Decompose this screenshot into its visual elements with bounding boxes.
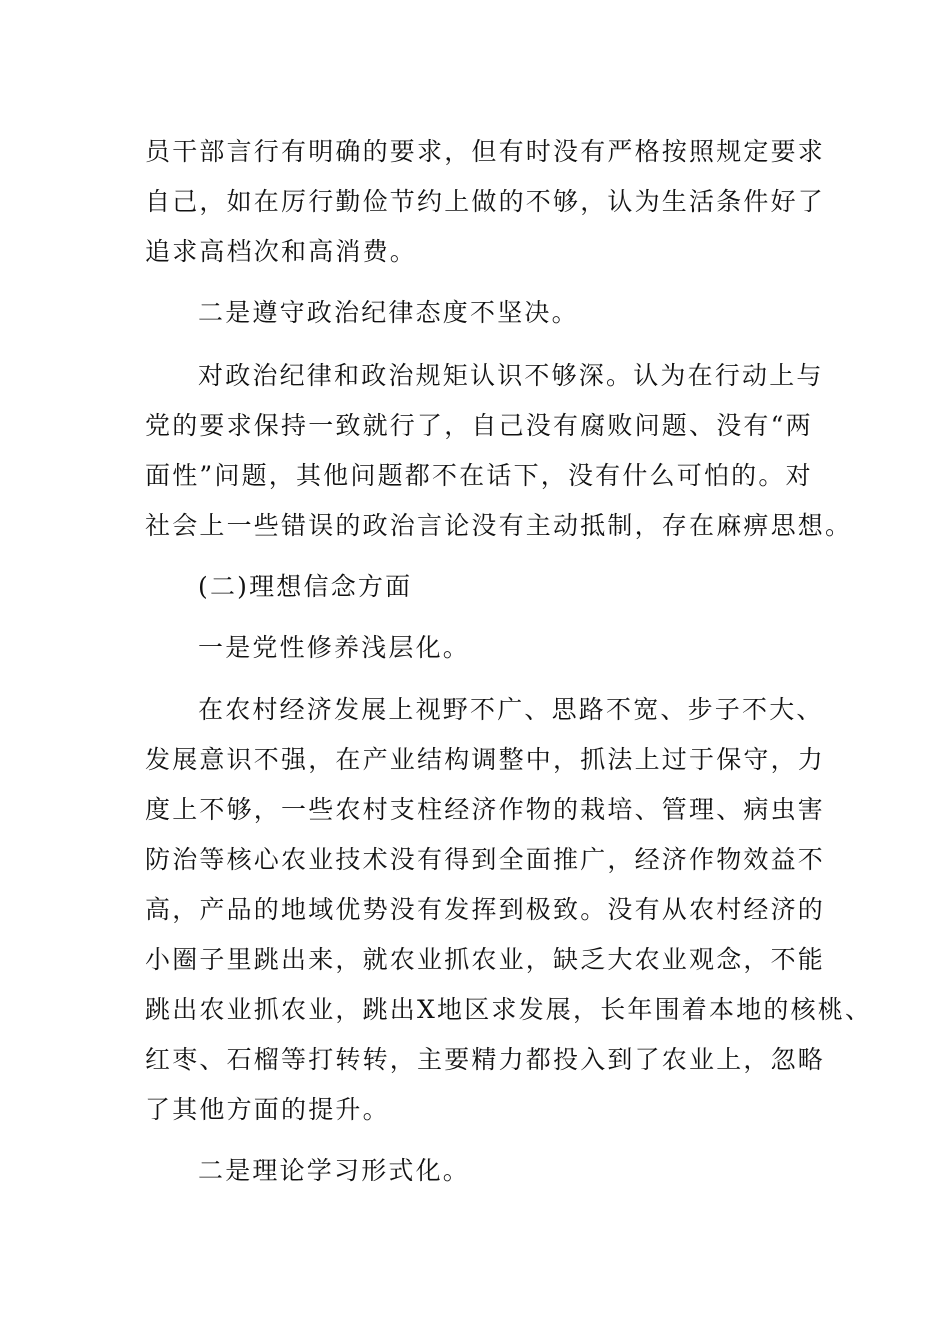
text-line: 高，产品的地域优势没有发挥到极致。没有从农村经济的 bbox=[145, 895, 826, 924]
section-heading: (二)理想信念方面 bbox=[198, 572, 413, 601]
text-line: 党的要求保持一致就行了，自己没有腐败问题、没有“两 bbox=[145, 411, 813, 440]
text-line: 红枣、石榴等打转转，主要精力都投入到了农业上，忽略 bbox=[145, 1045, 826, 1074]
section-heading: 二是遵守政治纪律态度不坚决。 bbox=[198, 298, 579, 327]
text-line: 自己，如在厉行勤俭节约上做的不够，认为生活条件好了 bbox=[145, 187, 826, 216]
text-line: 度上不够，一些农村支柱经济作物的栽培、管理、病虫害 bbox=[145, 795, 826, 824]
text-line: 小圈子里跳出来，就农业抓农业，缺乏大农业观念，不能 bbox=[145, 945, 826, 974]
section-heading: 二是理论学习形式化。 bbox=[198, 1156, 471, 1185]
text-line: 追求高档次和高消费。 bbox=[145, 237, 418, 266]
text-line: 员干部言行有明确的要求，但有时没有严格按照规定要求 bbox=[145, 137, 826, 166]
text-line: 面性”问题，其他问题都不在话下，没有什么可怕的。对 bbox=[145, 461, 813, 490]
section-heading: 一是党性修养浅层化。 bbox=[198, 633, 471, 662]
text-line: 跳出农业抓农业，跳出X地区求发展，长年围着本地的核桃、 bbox=[145, 995, 873, 1024]
text-line: 防治等核心农业技术没有得到全面推广，经济作物效益不 bbox=[145, 845, 826, 874]
text-line: 了其他方面的提升。 bbox=[145, 1095, 390, 1124]
text-line: 对政治纪律和政治规矩认识不够深。认为在行动上与 bbox=[198, 361, 824, 390]
text-line: 发展意识不强，在产业结构调整中，抓法上过于保守，力 bbox=[145, 745, 826, 774]
text-line: 社会上一些错误的政治言论没有主动抵制，存在麻痹思想。 bbox=[145, 511, 853, 540]
text-line: 在农村经济发展上视野不广、思路不宽、步子不大、 bbox=[198, 695, 824, 724]
